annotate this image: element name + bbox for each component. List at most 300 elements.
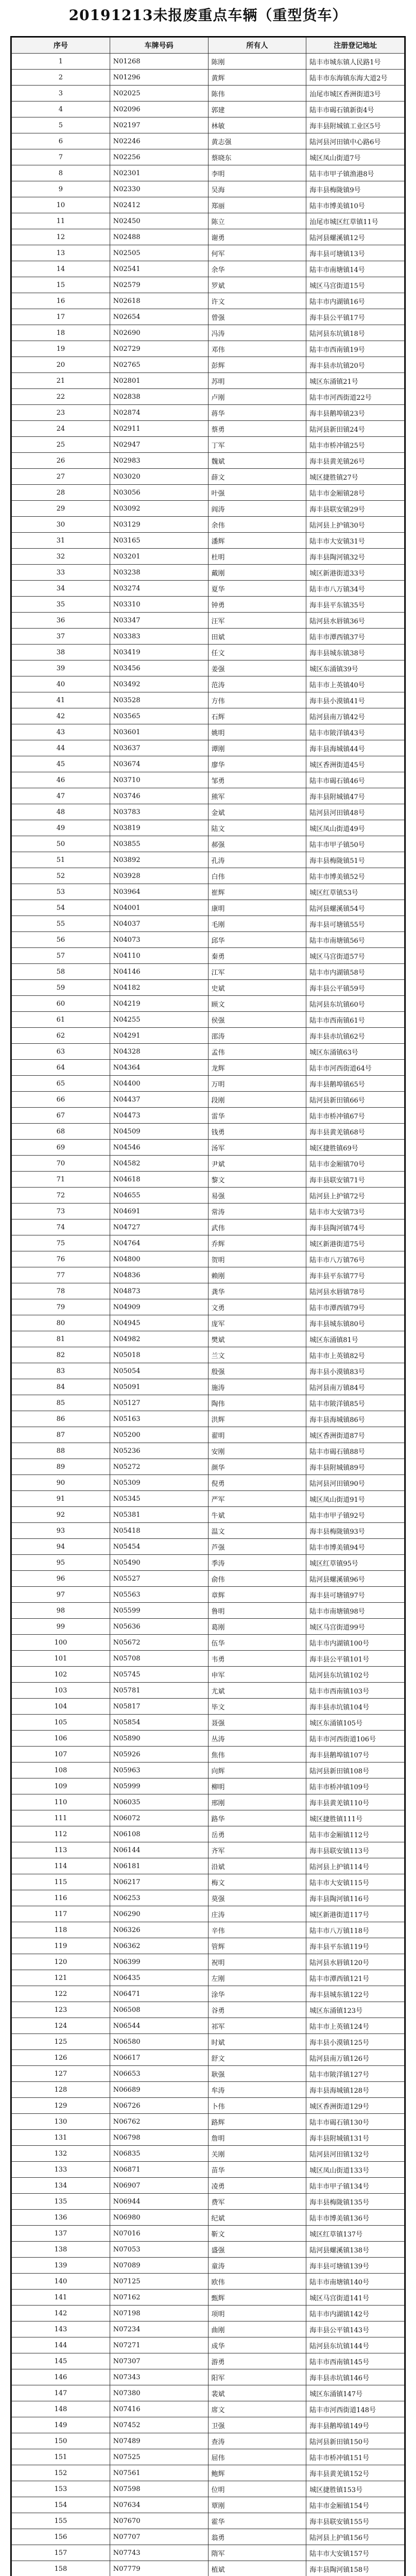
table-row: [12, 1970, 405, 1986]
table-row: [12, 932, 405, 948]
cell-owner: 潘辉: [208, 533, 306, 549]
cell-owner: 林敏: [208, 117, 306, 133]
cell-index: 95: [12, 1555, 110, 1571]
table-row: [12, 1076, 405, 1092]
cell-plate: N06108: [110, 1826, 208, 1842]
cell-index: 131: [12, 2130, 110, 2146]
table-row: [12, 852, 405, 868]
cell-owner: 余伟: [208, 517, 306, 533]
cell-plate: N06399: [110, 1954, 208, 1970]
cell-address: 陆丰市桥冲镇109号: [306, 1778, 405, 1794]
cell-owner: 殷强: [208, 1363, 306, 1379]
cell-owner: 尤斌: [208, 1683, 306, 1699]
cell-plate: N06181: [110, 1858, 208, 1874]
cell-plate: N05454: [110, 1539, 208, 1555]
cell-plate: N06508: [110, 2002, 208, 2018]
table-row: [12, 197, 405, 213]
table-row: [12, 1092, 405, 1108]
cell-index: 12: [12, 229, 110, 245]
table-row: [12, 1188, 405, 1204]
table-row: [12, 2369, 405, 2385]
cell-address: 陆河县上护镇30号: [306, 517, 405, 533]
cell-address: 陆丰市金厢镇70号: [306, 1156, 405, 1172]
cell-address: 陆丰市八万镇34号: [306, 581, 405, 597]
table-row: [12, 2018, 405, 2034]
table-row: [12, 2561, 405, 2576]
cell-owner: 黎文: [208, 1172, 306, 1188]
cell-plate: N07743: [110, 2545, 208, 2561]
cell-plate: N04182: [110, 980, 208, 996]
cell-plate: N02729: [110, 341, 208, 357]
cell-plate: N07525: [110, 2449, 208, 2465]
cell-index: 2: [12, 70, 110, 86]
cell-address: 陆丰市南塘镇98号: [306, 1603, 405, 1619]
cell-address: 城区凤山街道7号: [306, 149, 405, 165]
cell-index: 146: [12, 2369, 110, 2385]
cell-address: 海丰县可塘镇13号: [306, 245, 405, 261]
cell-plate: N04328: [110, 1044, 208, 1060]
table-row: [12, 1251, 405, 1267]
cell-owner: 谭刚: [208, 740, 306, 756]
cell-index: 80: [12, 1315, 110, 1331]
cell-address: 城区马宫街道99号: [306, 1619, 405, 1635]
cell-index: 122: [12, 1986, 110, 2002]
table-row: [12, 836, 405, 852]
table-row: [12, 2050, 405, 2066]
cell-address: 陆丰市南塘镇140号: [306, 2274, 405, 2290]
cell-address: 城区马宫街道57号: [306, 948, 405, 964]
cell-index: 119: [12, 1938, 110, 1954]
cell-owner: 路华: [208, 1810, 306, 1826]
cell-owner: 章辉: [208, 1587, 306, 1603]
cell-plate: N02450: [110, 213, 208, 229]
table-row: [12, 1842, 405, 1858]
table-row: [12, 613, 405, 629]
cell-index: 38: [12, 645, 110, 660]
table-row: [12, 1635, 405, 1651]
cell-index: 5: [12, 117, 110, 133]
cell-plate: N04873: [110, 1283, 208, 1299]
cell-address: 海丰县公平镇143号: [306, 2321, 405, 2337]
cell-address: 陆丰市河西街道22号: [306, 389, 405, 405]
cell-owner: 常涛: [208, 1204, 306, 1219]
cell-owner: 关刚: [208, 2146, 306, 2162]
table-row: [12, 70, 405, 86]
table-row: [12, 1555, 405, 1571]
cell-owner: 卫强: [208, 2417, 306, 2433]
cell-index: 89: [12, 1459, 110, 1475]
table-row: [12, 1283, 405, 1299]
cell-index: 41: [12, 692, 110, 708]
table-row: [12, 421, 405, 437]
cell-plate: N03783: [110, 804, 208, 820]
cell-owner: 杜明: [208, 549, 306, 565]
cell-owner: 吴海: [208, 181, 306, 197]
cell-owner: 邢刚: [208, 1794, 306, 1810]
cell-address: 陆丰市博美镇136号: [306, 2210, 405, 2226]
cell-address: 海丰县赤坑镇20号: [306, 357, 405, 373]
table-row: [12, 517, 405, 533]
cell-owner: 霍华: [208, 2513, 306, 2529]
cell-index: 70: [12, 1156, 110, 1172]
cell-address: 陆丰市甲子镇渔港8号: [306, 165, 405, 181]
cell-index: 143: [12, 2321, 110, 2337]
table-row: [12, 485, 405, 501]
cell-index: 54: [12, 900, 110, 916]
cell-owner: 童涛: [208, 2258, 306, 2274]
cell-address: 陆丰市甲子镇92号: [306, 1507, 405, 1523]
cell-owner: 郭建: [208, 101, 306, 117]
cell-owner: 邱华: [208, 932, 306, 948]
cell-address: 陆河县螺溪镇54号: [306, 900, 405, 916]
cell-plate: N04364: [110, 1060, 208, 1076]
cell-address: 城区东涌镇105号: [306, 1715, 405, 1731]
cell-plate: N07271: [110, 2337, 208, 2353]
cell-plate: N02246: [110, 133, 208, 149]
cell-index: 40: [12, 676, 110, 692]
cell-plate: N05272: [110, 1459, 208, 1475]
cell-index: 155: [12, 2513, 110, 2529]
vehicle-table-container: [10, 36, 406, 2576]
cell-plate: N06980: [110, 2210, 208, 2226]
cell-address: 海丰县联安镇155号: [306, 2513, 405, 2529]
cell-owner: 成华: [208, 2337, 306, 2353]
cell-address: 陆河县上护镇72号: [306, 1188, 405, 1204]
cell-plate: N06726: [110, 2098, 208, 2114]
cell-plate: N04001: [110, 900, 208, 916]
cell-owner: 夏华: [208, 581, 306, 597]
cell-owner: 倪勇: [208, 1475, 306, 1491]
cell-plate: N06326: [110, 1922, 208, 1938]
cell-index: 101: [12, 1651, 110, 1667]
cell-address: 海丰县平东镇35号: [306, 597, 405, 613]
cell-index: 84: [12, 1379, 110, 1395]
cell-plate: N03637: [110, 740, 208, 756]
table-row: [12, 708, 405, 724]
cell-plate: N07452: [110, 2417, 208, 2433]
cell-index: 156: [12, 2529, 110, 2545]
cell-index: 130: [12, 2114, 110, 2130]
cell-owner: 陈刚: [208, 54, 306, 70]
cell-address: 陆河县水唇镇36号: [306, 613, 405, 629]
cell-owner: 辛伟: [208, 1922, 306, 1938]
table-row: [12, 1826, 405, 1842]
table-row: [12, 2210, 405, 2226]
cell-index: 62: [12, 1028, 110, 1044]
cell-index: 144: [12, 2337, 110, 2353]
cell-plate: N04509: [110, 1124, 208, 1140]
table-row: [12, 2449, 405, 2465]
cell-address: 海丰县赤坑镇104号: [306, 1699, 405, 1715]
table-row: [12, 501, 405, 517]
cell-owner: 樊斌: [208, 1331, 306, 1347]
table-row: [12, 1539, 405, 1555]
table-row: [12, 1012, 405, 1028]
cell-index: 110: [12, 1794, 110, 1810]
cell-address: 城区凤山街道133号: [306, 2162, 405, 2178]
cell-address: 陆河县螺溪镇96号: [306, 1571, 405, 1587]
cell-plate: N07634: [110, 2497, 208, 2513]
cell-address: 陆丰市金厢镇28号: [306, 485, 405, 501]
table-row: [12, 820, 405, 836]
table-row: [12, 692, 405, 708]
cell-address: 城区凤山街道91号: [306, 1491, 405, 1507]
cell-address: 海丰县附城镇89号: [306, 1459, 405, 1475]
cell-index: 118: [12, 1922, 110, 1938]
cell-index: 82: [12, 1347, 110, 1363]
cell-owner: 何军: [208, 245, 306, 261]
cell-plate: N04764: [110, 1235, 208, 1251]
cell-address: 陆河县河田镇90号: [306, 1475, 405, 1491]
table-row: [12, 1683, 405, 1699]
cell-index: 105: [12, 1715, 110, 1731]
table-row: [12, 964, 405, 980]
cell-plate: N05236: [110, 1443, 208, 1459]
cell-address: 海丰县附城镇47号: [306, 788, 405, 804]
cell-index: 99: [12, 1619, 110, 1635]
cell-index: 129: [12, 2098, 110, 2114]
cell-address: 陆丰市内湖镇100号: [306, 1635, 405, 1651]
table-row: [12, 1204, 405, 1219]
table-row: [12, 1699, 405, 1715]
cell-owner: 孔涛: [208, 852, 306, 868]
cell-owner: 祁军: [208, 2018, 306, 2034]
cell-address: 城区东涌镇39号: [306, 660, 405, 676]
cell-address: 海丰县陶河镇158号: [306, 2561, 405, 2576]
cell-index: 6: [12, 133, 110, 149]
table-row: [12, 101, 405, 117]
cell-address: 海丰县鹅埠镇107号: [306, 1747, 405, 1762]
cell-index: 37: [12, 629, 110, 645]
table-row: [12, 2465, 405, 2481]
cell-owner: 牟涛: [208, 2082, 306, 2098]
cell-owner: 许文: [208, 293, 306, 309]
cell-owner: 路辉: [208, 2114, 306, 2130]
table-row: [12, 629, 405, 645]
cell-plate: N02541: [110, 261, 208, 277]
cell-index: 154: [12, 2497, 110, 2513]
cell-address: 陆河县东坑镇18号: [306, 325, 405, 341]
table-row: [12, 1858, 405, 1874]
cell-index: 74: [12, 1219, 110, 1235]
table-row: [12, 405, 405, 421]
cell-index: 134: [12, 2178, 110, 2194]
cell-index: 137: [12, 2226, 110, 2242]
cell-address: 陆丰市南塘镇56号: [306, 932, 405, 948]
cell-address: 陆河县东坑镇60号: [306, 996, 405, 1012]
cell-address: 海丰县可塘镇97号: [306, 1587, 405, 1603]
cell-plate: N07670: [110, 2513, 208, 2529]
cell-address: 陆丰市西南镇103号: [306, 1683, 405, 1699]
table-row: [12, 341, 405, 357]
table-row: [12, 245, 405, 261]
cell-index: 108: [12, 1762, 110, 1778]
table-row: [12, 1874, 405, 1890]
cell-address: 陆丰市桥冲镇151号: [306, 2449, 405, 2465]
cell-index: 147: [12, 2385, 110, 2401]
table-row: [12, 1108, 405, 1124]
cell-index: 135: [12, 2194, 110, 2210]
cell-plate: N06653: [110, 2066, 208, 2082]
cell-owner: 卢刚: [208, 389, 306, 405]
cell-index: 109: [12, 1778, 110, 1794]
cell-owner: 冯涛: [208, 325, 306, 341]
cell-owner: 赖刚: [208, 1267, 306, 1283]
cell-index: 44: [12, 740, 110, 756]
cell-address: 陆丰市上英镇124号: [306, 2018, 405, 2034]
cell-owner: 芦强: [208, 1539, 306, 1555]
cell-address: 海丰县黄羌镇110号: [306, 1794, 405, 1810]
cell-index: 117: [12, 1906, 110, 1922]
cell-owner: 姚明: [208, 724, 306, 740]
cell-plate: N02911: [110, 421, 208, 437]
cell-plate: N07343: [110, 2369, 208, 2385]
cell-index: 132: [12, 2146, 110, 2162]
cell-address: 陆丰市河西街道106号: [306, 1731, 405, 1747]
table-row: [12, 549, 405, 565]
table-row: [12, 1443, 405, 1459]
cell-index: 65: [12, 1076, 110, 1092]
cell-owner: 温文: [208, 1523, 306, 1539]
cell-owner: 贺明: [208, 1251, 306, 1267]
cell-address: 陆丰市西南镇145号: [306, 2353, 405, 2369]
cell-plate: N03746: [110, 788, 208, 804]
cell-plate: N04255: [110, 1012, 208, 1028]
cell-address: 海丰县赤坑镇146号: [306, 2369, 405, 2385]
table-row: [12, 86, 405, 101]
table-row: [12, 868, 405, 884]
cell-index: 43: [12, 724, 110, 740]
cell-index: 138: [12, 2242, 110, 2258]
cell-address: 陆丰市内湖镇58号: [306, 964, 405, 980]
cell-address: 城区香洲街道87号: [306, 1427, 405, 1443]
cell-address: 陆丰市潭西镇37号: [306, 629, 405, 645]
cell-address: 陆丰市八万镇118号: [306, 1922, 405, 1938]
table-row: [12, 788, 405, 804]
cell-owner: 位明: [208, 2481, 306, 2497]
cell-index: 102: [12, 1667, 110, 1683]
cell-index: 111: [12, 1810, 110, 1826]
cell-plate: N04945: [110, 1315, 208, 1331]
cell-address: 城区捷胜镇111号: [306, 1810, 405, 1826]
cell-owner: 凌勇: [208, 2178, 306, 2194]
cell-address: 陆河县新田镇150号: [306, 2433, 405, 2449]
table-row: [12, 1731, 405, 1747]
table-row: [12, 565, 405, 581]
cell-plate: N03310: [110, 597, 208, 613]
cell-address: 陆河县螺溪镇12号: [306, 229, 405, 245]
cell-plate: N02947: [110, 437, 208, 453]
cell-owner: 兰文: [208, 1347, 306, 1363]
cell-address: 陆丰市桥冲镇25号: [306, 437, 405, 453]
cell-owner: 康明: [208, 900, 306, 916]
table-row: [12, 581, 405, 597]
cell-owner: 叶强: [208, 485, 306, 501]
cell-index: 56: [12, 932, 110, 948]
cell-owner: 毛刚: [208, 916, 306, 932]
table-row: [12, 2034, 405, 2050]
cell-plate: N07307: [110, 2353, 208, 2369]
table-row: [12, 213, 405, 229]
cell-index: 115: [12, 1874, 110, 1890]
cell-address: 海丰县鹅埠镇23号: [306, 405, 405, 421]
cell-owner: 彭辉: [208, 357, 306, 373]
cell-address: 陆河县河田镇48号: [306, 804, 405, 820]
table-row: [12, 1954, 405, 1970]
cell-owner: 薛文: [208, 469, 306, 485]
cell-address: 海丰县陶河镇32号: [306, 549, 405, 565]
cell-index: 11: [12, 213, 110, 229]
cell-plate: N04727: [110, 1219, 208, 1235]
cell-owner: 向辉: [208, 1762, 306, 1778]
cell-address: 城区马宫街道15号: [306, 277, 405, 293]
cell-index: 13: [12, 245, 110, 261]
cell-owner: 甄辉: [208, 2290, 306, 2306]
cell-address: 陆河县上护镇114号: [306, 1858, 405, 1874]
cell-address: 海丰县黄羌镇26号: [306, 453, 405, 469]
cell-address: 陆河县南万镇42号: [306, 708, 405, 724]
cell-owner: 庞军: [208, 1315, 306, 1331]
cell-address: 陆丰市上英镇40号: [306, 676, 405, 692]
cell-index: 77: [12, 1267, 110, 1283]
cell-index: 31: [12, 533, 110, 549]
cell-address: 海丰县海城镇44号: [306, 740, 405, 756]
table-row: [12, 293, 405, 309]
cell-index: 75: [12, 1235, 110, 1251]
cell-index: 112: [12, 1826, 110, 1842]
cell-plate: N05563: [110, 1587, 208, 1603]
cell-plate: N02838: [110, 389, 208, 405]
cell-index: 152: [12, 2465, 110, 2481]
table-row: [12, 2194, 405, 2210]
table-row: [12, 1507, 405, 1523]
cell-owner: 万明: [208, 1076, 306, 1092]
table-row: [12, 1379, 405, 1395]
cell-owner: 陆文: [208, 820, 306, 836]
cell-owner: 蒋华: [208, 405, 306, 421]
cell-plate: N07089: [110, 2258, 208, 2274]
table-body: [12, 54, 405, 2576]
cell-address: 海丰县附城镇工业区5号: [306, 117, 405, 133]
cell-plate: N03964: [110, 884, 208, 900]
cell-owner: 龚华: [208, 1283, 306, 1299]
cell-owner: 耿强: [208, 2066, 306, 2082]
table-row: [12, 1156, 405, 1172]
cell-owner: 谷勇: [208, 2002, 306, 2018]
cell-plate: N02330: [110, 181, 208, 197]
cell-index: 91: [12, 1491, 110, 1507]
cell-address: 海丰县联安镇29号: [306, 501, 405, 517]
table-row: [12, 1986, 405, 2002]
cell-owner: 焦伟: [208, 1747, 306, 1762]
table-row: [12, 1571, 405, 1587]
cell-owner: 游勇: [208, 2353, 306, 2369]
header-plate: 车牌号码: [110, 38, 208, 54]
cell-plate: N03274: [110, 581, 208, 597]
cell-index: 136: [12, 2210, 110, 2226]
cell-index: 125: [12, 2034, 110, 2050]
table-row: [12, 2529, 405, 2545]
cell-address: 海丰县陶河镇116号: [306, 1890, 405, 1906]
cell-address: 陆河县新田镇66号: [306, 1092, 405, 1108]
cell-address: 海丰县城东镇80号: [306, 1315, 405, 1331]
cell-address: 城区新港街道75号: [306, 1235, 405, 1251]
cell-plate: N03892: [110, 852, 208, 868]
cell-address: 陆河县河田镇中心路6号: [306, 133, 405, 149]
cell-plate: N07380: [110, 2385, 208, 2401]
cell-index: 16: [12, 293, 110, 309]
cell-plate: N06617: [110, 2050, 208, 2066]
